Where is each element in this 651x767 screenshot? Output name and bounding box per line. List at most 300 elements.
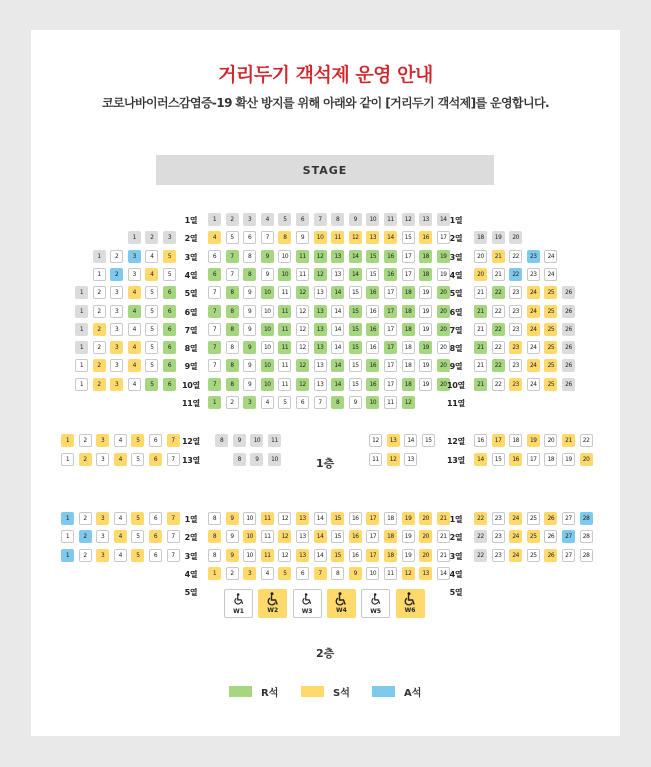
floor1-center-seat[interactable]: 16 bbox=[419, 231, 432, 244]
floor1-center-seat[interactable]: 11 bbox=[384, 213, 397, 226]
floor2-center-seat[interactable]: 12 bbox=[278, 512, 291, 525]
floor1-center-seat[interactable]: 9 bbox=[296, 231, 309, 244]
floor1-center-seat[interactable]: 3 bbox=[243, 213, 256, 226]
floor1-lower-right-seat[interactable]: 19 bbox=[562, 453, 575, 466]
floor1-center-seat[interactable]: 16 bbox=[366, 359, 379, 372]
floor1-left-seat[interactable]: 3 bbox=[110, 286, 123, 299]
floor1-center-seat[interactable]: 7 bbox=[314, 213, 327, 226]
floor1-center-seat[interactable]: 14 bbox=[331, 359, 344, 372]
floor1-right-seat[interactable]: 23 bbox=[527, 250, 540, 263]
floor1-center-seat[interactable]: 16 bbox=[366, 286, 379, 299]
floor1-lower-right-seat[interactable]: 18 bbox=[544, 453, 557, 466]
floor1-center-seat[interactable]: 19 bbox=[437, 250, 450, 263]
floor1-center-seat[interactable]: 20 bbox=[437, 305, 450, 318]
floor1-center-seat[interactable]: 17 bbox=[384, 286, 397, 299]
floor2-center-seat[interactable]: 8 bbox=[208, 549, 221, 562]
floor1-left-seat[interactable]: 2 bbox=[93, 305, 106, 318]
floor1-right-seat[interactable]: 22 bbox=[492, 286, 505, 299]
floor1-lower-right-seat[interactable]: 20 bbox=[580, 453, 593, 466]
floor1-center-seat[interactable]: 6 bbox=[208, 250, 221, 263]
floor1-center-seat[interactable]: 13 bbox=[419, 213, 432, 226]
floor2-left-seat[interactable]: 1 bbox=[61, 512, 74, 525]
floor1-right-seat[interactable]: 24 bbox=[527, 305, 540, 318]
floor1-left-seat[interactable]: 4 bbox=[145, 250, 158, 263]
floor2-center-seat[interactable]: 18 bbox=[384, 512, 397, 525]
floor2-left-seat[interactable]: 4 bbox=[114, 530, 127, 543]
floor1-left-seat[interactable]: 4 bbox=[128, 323, 141, 336]
floor1-center-seat[interactable]: 6 bbox=[243, 231, 256, 244]
floor1-left-seat[interactable]: 2 bbox=[93, 323, 106, 336]
floor1-center-seat[interactable]: 14 bbox=[349, 250, 362, 263]
floor1-left-seat[interactable]: 5 bbox=[145, 323, 158, 336]
floor1-right-seat[interactable]: 20 bbox=[509, 231, 522, 244]
floor2-right-seat[interactable]: 23 bbox=[492, 512, 505, 525]
floor1-center-seat[interactable]: 12 bbox=[296, 286, 309, 299]
floor1-center-seat[interactable]: 8 bbox=[331, 213, 344, 226]
floor1-center-seat[interactable]: 5 bbox=[278, 396, 291, 409]
floor1-right-seat[interactable]: 23 bbox=[509, 323, 522, 336]
floor1-lower-cl-seat[interactable]: 9 bbox=[233, 434, 246, 447]
floor1-center-seat[interactable]: 12 bbox=[296, 305, 309, 318]
floor1-center-seat[interactable]: 14 bbox=[331, 341, 344, 354]
floor2-center-seat[interactable]: 2 bbox=[226, 567, 239, 580]
floor1-center-seat[interactable]: 11 bbox=[278, 305, 291, 318]
floor2-center-seat[interactable]: 16 bbox=[349, 512, 362, 525]
floor1-center-seat[interactable]: 2 bbox=[226, 396, 239, 409]
floor1-center-seat[interactable]: 19 bbox=[419, 286, 432, 299]
floor2-center-seat[interactable]: 9 bbox=[226, 530, 239, 543]
floor1-right-seat[interactable]: 21 bbox=[474, 286, 487, 299]
floor2-center-seat[interactable]: 12 bbox=[402, 567, 415, 580]
floor2-center-seat[interactable]: 3 bbox=[243, 567, 256, 580]
floor1-center-seat[interactable]: 9 bbox=[261, 250, 274, 263]
floor1-center-seat[interactable]: 4 bbox=[261, 213, 274, 226]
floor1-center-seat[interactable]: 7 bbox=[208, 286, 221, 299]
floor2-right-seat[interactable]: 25 bbox=[527, 530, 540, 543]
floor1-left-seat[interactable]: 1 bbox=[75, 323, 88, 336]
floor1-center-seat[interactable]: 9 bbox=[243, 286, 256, 299]
floor1-left-seat[interactable]: 3 bbox=[128, 268, 141, 281]
floor1-center-seat[interactable]: 7 bbox=[208, 323, 221, 336]
floor1-center-seat[interactable]: 15 bbox=[349, 359, 362, 372]
floor1-center-seat[interactable]: 7 bbox=[208, 378, 221, 391]
floor1-right-seat[interactable]: 21 bbox=[492, 250, 505, 263]
floor1-center-seat[interactable]: 18 bbox=[402, 341, 415, 354]
floor2-left-seat[interactable]: 5 bbox=[131, 530, 144, 543]
floor1-center-seat[interactable]: 10 bbox=[261, 359, 274, 372]
floor1-center-seat[interactable]: 1 bbox=[208, 396, 221, 409]
floor1-center-seat[interactable]: 19 bbox=[419, 305, 432, 318]
floor2-center-seat[interactable]: 11 bbox=[384, 567, 397, 580]
floor1-center-seat[interactable]: 7 bbox=[314, 396, 327, 409]
floor2-left-seat[interactable]: 1 bbox=[61, 549, 74, 562]
floor2-left-seat[interactable]: 7 bbox=[167, 530, 180, 543]
floor1-center-seat[interactable]: 11 bbox=[331, 231, 344, 244]
floor2-center-seat[interactable]: 6 bbox=[296, 567, 309, 580]
floor1-right-seat[interactable]: 26 bbox=[562, 378, 575, 391]
floor1-center-seat[interactable]: 8 bbox=[226, 378, 239, 391]
floor1-left-seat[interactable]: 1 bbox=[75, 378, 88, 391]
floor1-right-seat[interactable]: 24 bbox=[527, 286, 540, 299]
floor1-center-seat[interactable]: 7 bbox=[208, 305, 221, 318]
floor1-lower-cr-seat[interactable]: 13 bbox=[387, 434, 400, 447]
floor2-center-seat[interactable]: 14 bbox=[314, 530, 327, 543]
floor1-center-seat[interactable]: 15 bbox=[366, 268, 379, 281]
floor1-left-seat[interactable]: 6 bbox=[163, 323, 176, 336]
floor1-right-seat[interactable]: 21 bbox=[474, 305, 487, 318]
floor1-left-seat[interactable]: 2 bbox=[145, 231, 158, 244]
floor1-lower-left-seat[interactable]: 1 bbox=[61, 453, 74, 466]
floor1-left-seat[interactable]: 5 bbox=[163, 250, 176, 263]
floor1-center-seat[interactable]: 12 bbox=[296, 341, 309, 354]
floor1-center-seat[interactable]: 10 bbox=[278, 250, 291, 263]
floor1-right-seat[interactable]: 25 bbox=[544, 323, 557, 336]
floor1-right-seat[interactable]: 21 bbox=[474, 359, 487, 372]
floor2-left-seat[interactable]: 6 bbox=[149, 530, 162, 543]
floor1-center-seat[interactable]: 16 bbox=[384, 250, 397, 263]
floor1-left-seat[interactable]: 5 bbox=[145, 378, 158, 391]
floor1-center-seat[interactable]: 1 bbox=[208, 213, 221, 226]
floor1-lower-right-seat[interactable]: 17 bbox=[492, 434, 505, 447]
floor1-left-seat[interactable]: 2 bbox=[110, 268, 123, 281]
floor2-right-seat[interactable]: 26 bbox=[544, 512, 557, 525]
floor1-left-seat[interactable]: 6 bbox=[163, 378, 176, 391]
floor1-center-seat[interactable]: 10 bbox=[314, 231, 327, 244]
floor1-left-seat[interactable]: 2 bbox=[93, 286, 106, 299]
floor1-right-seat[interactable]: 26 bbox=[562, 359, 575, 372]
floor1-center-seat[interactable]: 12 bbox=[349, 231, 362, 244]
floor2-right-seat[interactable]: 28 bbox=[580, 530, 593, 543]
floor1-center-seat[interactable]: 20 bbox=[437, 359, 450, 372]
floor2-center-seat[interactable]: 7 bbox=[314, 567, 327, 580]
floor1-right-seat[interactable]: 22 bbox=[509, 268, 522, 281]
floor2-right-seat[interactable]: 24 bbox=[509, 549, 522, 562]
floor1-center-seat[interactable]: 7 bbox=[208, 341, 221, 354]
floor1-center-seat[interactable]: 14 bbox=[349, 268, 362, 281]
floor1-center-seat[interactable]: 15 bbox=[402, 231, 415, 244]
floor1-lower-cl-seat[interactable]: 10 bbox=[250, 434, 263, 447]
floor1-left-seat[interactable]: 2 bbox=[110, 250, 123, 263]
floor1-left-seat[interactable]: 2 bbox=[93, 359, 106, 372]
floor1-center-seat[interactable]: 14 bbox=[331, 378, 344, 391]
floor1-center-seat[interactable]: 18 bbox=[419, 250, 432, 263]
floor1-center-seat[interactable]: 15 bbox=[349, 341, 362, 354]
floor1-center-seat[interactable]: 18 bbox=[402, 378, 415, 391]
floor2-center-seat[interactable]: 19 bbox=[402, 530, 415, 543]
floor1-lower-right-seat[interactable]: 18 bbox=[509, 434, 522, 447]
floor1-center-seat[interactable]: 18 bbox=[402, 286, 415, 299]
floor1-lower-right-seat[interactable]: 14 bbox=[474, 453, 487, 466]
floor1-center-seat[interactable]: 7 bbox=[226, 268, 239, 281]
floor2-center-seat[interactable]: 4 bbox=[261, 567, 274, 580]
floor1-right-seat[interactable]: 20 bbox=[474, 268, 487, 281]
floor1-left-seat[interactable]: 5 bbox=[145, 286, 158, 299]
floor2-left-seat[interactable]: 3 bbox=[96, 549, 109, 562]
floor2-center-seat[interactable]: 1 bbox=[208, 567, 221, 580]
floor1-lower-left-seat[interactable]: 5 bbox=[131, 453, 144, 466]
floor1-center-seat[interactable]: 8 bbox=[243, 250, 256, 263]
floor1-center-seat[interactable]: 16 bbox=[366, 305, 379, 318]
floor2-right-seat[interactable]: 23 bbox=[492, 549, 505, 562]
floor1-lower-right-seat[interactable]: 20 bbox=[544, 434, 557, 447]
floor2-right-seat[interactable]: 26 bbox=[544, 530, 557, 543]
floor2-left-seat[interactable]: 6 bbox=[149, 512, 162, 525]
floor2-left-seat[interactable]: 5 bbox=[131, 549, 144, 562]
floor1-right-seat[interactable]: 23 bbox=[509, 286, 522, 299]
floor1-center-seat[interactable]: 16 bbox=[366, 378, 379, 391]
floor1-left-seat[interactable]: 6 bbox=[163, 359, 176, 372]
floor1-center-seat[interactable]: 17 bbox=[384, 305, 397, 318]
floor1-center-seat[interactable]: 17 bbox=[384, 323, 397, 336]
floor1-center-seat[interactable]: 7 bbox=[261, 231, 274, 244]
floor1-left-seat[interactable]: 4 bbox=[128, 305, 141, 318]
floor1-center-seat[interactable]: 17 bbox=[437, 231, 450, 244]
floor1-left-seat[interactable]: 4 bbox=[128, 359, 141, 372]
floor1-center-seat[interactable]: 11 bbox=[278, 323, 291, 336]
floor1-right-seat[interactable]: 21 bbox=[474, 378, 487, 391]
floor1-lower-cl-seat[interactable]: 11 bbox=[268, 434, 281, 447]
floor2-left-seat[interactable]: 4 bbox=[114, 549, 127, 562]
floor1-left-seat[interactable]: 3 bbox=[163, 231, 176, 244]
floor1-center-seat[interactable]: 8 bbox=[278, 231, 291, 244]
floor1-center-seat[interactable]: 9 bbox=[349, 396, 362, 409]
floor1-center-seat[interactable]: 13 bbox=[314, 305, 327, 318]
floor1-lower-cl-seat[interactable]: 8 bbox=[215, 434, 228, 447]
floor1-right-seat[interactable]: 25 bbox=[544, 359, 557, 372]
floor1-center-seat[interactable]: 12 bbox=[296, 359, 309, 372]
floor2-right-seat[interactable]: 24 bbox=[509, 530, 522, 543]
floor2-right-seat[interactable]: 25 bbox=[527, 512, 540, 525]
floor1-left-seat[interactable]: 3 bbox=[110, 378, 123, 391]
floor1-lower-left-seat[interactable]: 2 bbox=[79, 434, 92, 447]
floor2-left-seat[interactable]: 6 bbox=[149, 549, 162, 562]
floor1-left-seat[interactable]: 3 bbox=[128, 250, 141, 263]
floor1-right-seat[interactable]: 19 bbox=[492, 231, 505, 244]
floor1-left-seat[interactable]: 3 bbox=[110, 305, 123, 318]
floor1-center-seat[interactable]: 7 bbox=[208, 359, 221, 372]
floor1-center-seat[interactable]: 14 bbox=[331, 286, 344, 299]
floor2-center-seat[interactable]: 12 bbox=[278, 549, 291, 562]
floor1-center-seat[interactable]: 19 bbox=[419, 359, 432, 372]
floor1-left-seat[interactable]: 1 bbox=[75, 359, 88, 372]
floor1-right-seat[interactable]: 24 bbox=[527, 341, 540, 354]
floor1-center-seat[interactable]: 18 bbox=[402, 323, 415, 336]
floor1-center-seat[interactable]: 5 bbox=[278, 213, 291, 226]
floor1-right-seat[interactable]: 22 bbox=[492, 359, 505, 372]
floor1-center-seat[interactable]: 16 bbox=[384, 268, 397, 281]
floor1-center-seat[interactable]: 15 bbox=[349, 305, 362, 318]
floor1-right-seat[interactable]: 22 bbox=[492, 323, 505, 336]
floor1-lower-cr-seat[interactable]: 13 bbox=[404, 453, 417, 466]
floor1-right-seat[interactable]: 23 bbox=[509, 341, 522, 354]
wheelchair-seat[interactable] bbox=[224, 589, 253, 618]
floor1-left-seat[interactable]: 1 bbox=[93, 268, 106, 281]
floor1-center-seat[interactable]: 13 bbox=[366, 231, 379, 244]
floor2-left-seat[interactable]: 7 bbox=[167, 512, 180, 525]
floor2-left-seat[interactable]: 3 bbox=[96, 530, 109, 543]
floor1-center-seat[interactable]: 13 bbox=[314, 341, 327, 354]
floor1-center-seat[interactable]: 13 bbox=[314, 323, 327, 336]
floor2-center-seat[interactable]: 19 bbox=[402, 549, 415, 562]
floor1-center-seat[interactable]: 19 bbox=[437, 268, 450, 281]
floor1-center-seat[interactable]: 19 bbox=[419, 323, 432, 336]
floor1-center-seat[interactable]: 14 bbox=[331, 305, 344, 318]
floor1-right-seat[interactable]: 26 bbox=[562, 323, 575, 336]
floor2-center-seat[interactable]: 17 bbox=[366, 549, 379, 562]
floor1-left-seat[interactable]: 6 bbox=[163, 286, 176, 299]
floor2-center-seat[interactable]: 16 bbox=[349, 530, 362, 543]
floor1-center-seat[interactable]: 7 bbox=[226, 250, 239, 263]
floor1-right-seat[interactable]: 22 bbox=[492, 305, 505, 318]
floor1-center-seat[interactable]: 17 bbox=[402, 250, 415, 263]
floor1-center-seat[interactable]: 11 bbox=[278, 286, 291, 299]
floor1-right-seat[interactable]: 24 bbox=[544, 268, 557, 281]
floor2-right-seat[interactable]: 28 bbox=[580, 512, 593, 525]
floor1-left-seat[interactable]: 5 bbox=[145, 359, 158, 372]
floor1-right-seat[interactable]: 21 bbox=[492, 268, 505, 281]
floor1-center-seat[interactable]: 11 bbox=[296, 250, 309, 263]
floor1-center-seat[interactable]: 17 bbox=[402, 268, 415, 281]
floor1-right-seat[interactable]: 25 bbox=[544, 305, 557, 318]
floor1-center-seat[interactable]: 13 bbox=[331, 268, 344, 281]
floor1-center-seat[interactable]: 10 bbox=[261, 378, 274, 391]
floor1-lower-cr-seat[interactable]: 12 bbox=[387, 453, 400, 466]
floor1-center-seat[interactable]: 12 bbox=[402, 396, 415, 409]
floor1-center-seat[interactable]: 20 bbox=[437, 341, 450, 354]
floor1-lower-left-seat[interactable]: 7 bbox=[167, 453, 180, 466]
floor1-center-seat[interactable]: 8 bbox=[226, 305, 239, 318]
floor2-center-seat[interactable]: 11 bbox=[261, 530, 274, 543]
floor2-center-seat[interactable]: 14 bbox=[314, 512, 327, 525]
floor2-left-seat[interactable]: 4 bbox=[114, 512, 127, 525]
floor1-right-seat[interactable]: 21 bbox=[474, 341, 487, 354]
floor2-center-seat[interactable]: 19 bbox=[402, 512, 415, 525]
floor2-right-seat[interactable]: 22 bbox=[474, 512, 487, 525]
floor2-center-seat[interactable]: 20 bbox=[419, 549, 432, 562]
floor1-center-seat[interactable]: 8 bbox=[226, 323, 239, 336]
floor2-right-seat[interactable]: 27 bbox=[562, 512, 575, 525]
floor1-center-seat[interactable]: 13 bbox=[314, 286, 327, 299]
floor1-right-seat[interactable]: 23 bbox=[509, 305, 522, 318]
floor2-center-seat[interactable]: 14 bbox=[437, 567, 450, 580]
floor1-lower-right-seat[interactable]: 16 bbox=[509, 453, 522, 466]
floor1-lower-cr-seat[interactable]: 11 bbox=[369, 453, 382, 466]
floor1-center-seat[interactable]: 4 bbox=[208, 231, 221, 244]
floor1-center-seat[interactable]: 12 bbox=[296, 323, 309, 336]
floor1-right-seat[interactable]: 23 bbox=[509, 378, 522, 391]
floor1-center-seat[interactable]: 15 bbox=[349, 378, 362, 391]
floor2-center-seat[interactable]: 21 bbox=[437, 530, 450, 543]
floor1-center-seat[interactable]: 10 bbox=[261, 341, 274, 354]
floor1-center-seat[interactable]: 9 bbox=[261, 268, 274, 281]
floor2-center-seat[interactable]: 14 bbox=[314, 549, 327, 562]
floor2-center-seat[interactable]: 8 bbox=[331, 567, 344, 580]
floor2-center-seat[interactable]: 13 bbox=[296, 530, 309, 543]
floor1-left-seat[interactable]: 3 bbox=[110, 323, 123, 336]
floor2-left-seat[interactable]: 2 bbox=[79, 512, 92, 525]
floor1-lower-left-seat[interactable]: 3 bbox=[96, 453, 109, 466]
floor1-center-seat[interactable]: 8 bbox=[226, 359, 239, 372]
floor1-left-seat[interactable]: 4 bbox=[145, 268, 158, 281]
floor1-lower-left-seat[interactable]: 6 bbox=[149, 453, 162, 466]
floor2-right-seat[interactable]: 24 bbox=[509, 512, 522, 525]
floor1-center-seat[interactable]: 4 bbox=[261, 396, 274, 409]
floor2-center-seat[interactable]: 9 bbox=[226, 512, 239, 525]
floor1-right-seat[interactable]: 22 bbox=[492, 341, 505, 354]
floor1-center-seat[interactable]: 15 bbox=[349, 323, 362, 336]
floor2-center-seat[interactable]: 21 bbox=[437, 512, 450, 525]
floor2-center-seat[interactable]: 20 bbox=[419, 530, 432, 543]
floor2-center-seat[interactable]: 16 bbox=[349, 549, 362, 562]
floor2-center-seat[interactable]: 15 bbox=[331, 512, 344, 525]
floor1-left-seat[interactable]: 4 bbox=[128, 341, 141, 354]
floor1-lower-left-seat[interactable]: 1 bbox=[61, 434, 74, 447]
floor1-center-seat[interactable]: 8 bbox=[331, 396, 344, 409]
floor2-center-seat[interactable]: 9 bbox=[349, 567, 362, 580]
floor2-center-seat[interactable]: 15 bbox=[331, 530, 344, 543]
floor1-left-seat[interactable]: 5 bbox=[145, 305, 158, 318]
floor2-center-seat[interactable]: 10 bbox=[243, 530, 256, 543]
floor1-center-seat[interactable]: 12 bbox=[402, 213, 415, 226]
floor1-right-seat[interactable]: 23 bbox=[509, 359, 522, 372]
floor1-center-seat[interactable]: 8 bbox=[226, 286, 239, 299]
floor1-left-seat[interactable]: 4 bbox=[128, 378, 141, 391]
floor1-left-seat[interactable]: 2 bbox=[93, 341, 106, 354]
floor1-center-seat[interactable]: 14 bbox=[384, 231, 397, 244]
floor2-center-seat[interactable]: 15 bbox=[331, 549, 344, 562]
floor1-center-seat[interactable]: 12 bbox=[296, 378, 309, 391]
floor1-center-seat[interactable]: 11 bbox=[384, 396, 397, 409]
floor1-lower-right-seat[interactable]: 21 bbox=[562, 434, 575, 447]
floor1-center-seat[interactable]: 11 bbox=[296, 268, 309, 281]
floor1-left-seat[interactable]: 5 bbox=[163, 268, 176, 281]
floor1-lower-cl-seat[interactable]: 8 bbox=[233, 453, 246, 466]
floor1-center-seat[interactable]: 9 bbox=[243, 378, 256, 391]
floor1-right-seat[interactable]: 26 bbox=[562, 341, 575, 354]
floor1-lower-right-seat[interactable]: 19 bbox=[527, 434, 540, 447]
floor1-center-seat[interactable]: 17 bbox=[384, 378, 397, 391]
floor1-center-seat[interactable]: 17 bbox=[384, 341, 397, 354]
floor1-lower-left-seat[interactable]: 5 bbox=[131, 434, 144, 447]
floor1-center-seat[interactable]: 12 bbox=[314, 250, 327, 263]
floor2-right-seat[interactable]: 22 bbox=[474, 530, 487, 543]
floor1-lower-right-seat[interactable]: 15 bbox=[492, 453, 505, 466]
floor2-right-seat[interactable]: 27 bbox=[562, 549, 575, 562]
floor2-right-seat[interactable]: 26 bbox=[544, 549, 557, 562]
floor1-lower-left-seat[interactable]: 7 bbox=[167, 434, 180, 447]
floor1-center-seat[interactable]: 20 bbox=[437, 378, 450, 391]
floor1-center-seat[interactable]: 18 bbox=[419, 268, 432, 281]
floor2-center-seat[interactable]: 10 bbox=[243, 549, 256, 562]
floor1-lower-right-seat[interactable]: 16 bbox=[474, 434, 487, 447]
floor1-center-seat[interactable]: 10 bbox=[261, 286, 274, 299]
floor1-right-seat[interactable]: 21 bbox=[474, 323, 487, 336]
floor1-center-seat[interactable]: 10 bbox=[278, 268, 291, 281]
floor1-center-seat[interactable]: 11 bbox=[278, 341, 291, 354]
floor1-center-seat[interactable]: 13 bbox=[314, 359, 327, 372]
floor1-center-seat[interactable]: 8 bbox=[226, 341, 239, 354]
floor1-left-seat[interactable]: 2 bbox=[93, 378, 106, 391]
floor2-center-seat[interactable]: 17 bbox=[366, 530, 379, 543]
floor2-center-seat[interactable]: 17 bbox=[366, 512, 379, 525]
floor1-center-seat[interactable]: 13 bbox=[314, 378, 327, 391]
floor1-center-seat[interactable]: 14 bbox=[331, 323, 344, 336]
floor1-right-seat[interactable]: 20 bbox=[474, 250, 487, 263]
floor2-center-seat[interactable]: 5 bbox=[278, 567, 291, 580]
floor1-right-seat[interactable]: 25 bbox=[544, 286, 557, 299]
floor1-right-seat[interactable]: 23 bbox=[527, 268, 540, 281]
floor2-left-seat[interactable]: 7 bbox=[167, 549, 180, 562]
